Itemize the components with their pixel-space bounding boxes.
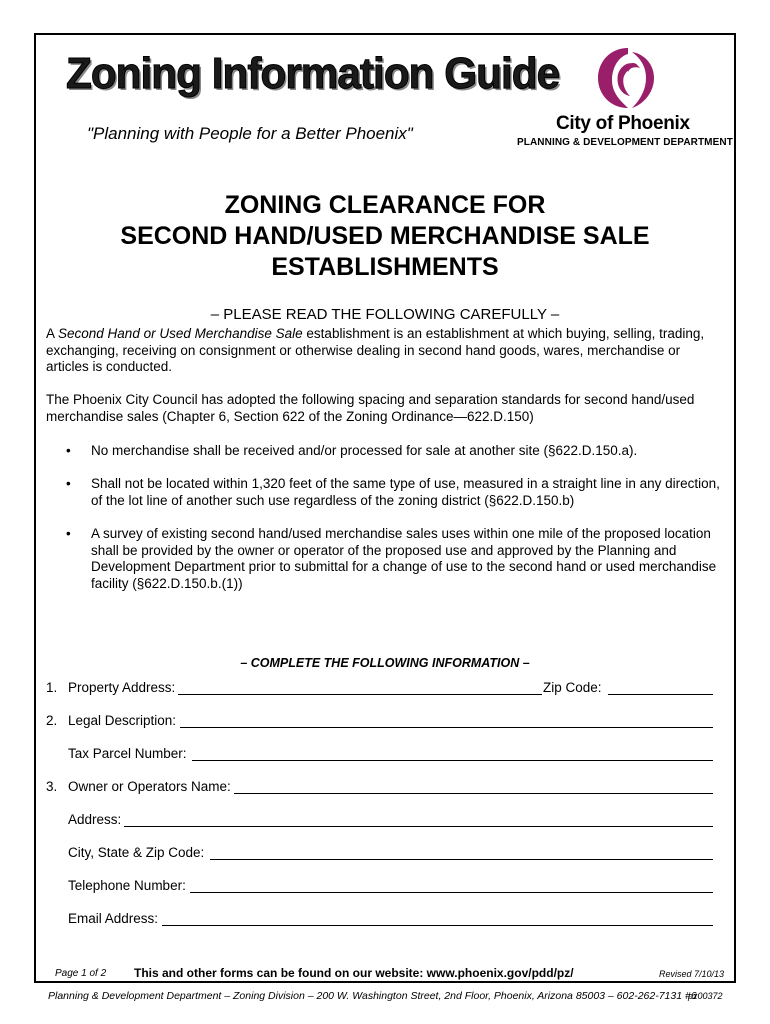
owner-address-row	[46, 812, 716, 830]
telephone-field[interactable]	[190, 892, 713, 893]
footer-address: Planning & Development Department – Zoning Division – 200 W. Washington Street, 2nd Floor, Phoenix, Arizona 85003 – 602-262-7131 #6	[48, 990, 697, 1002]
motto: "Planning with People for a Better Phoenix"	[87, 124, 413, 143]
tax-parcel-field[interactable]	[192, 760, 713, 761]
website-note: This and other forms can be found on our website: www.phoenix.gov/pdd/pz/	[134, 966, 574, 980]
property-address-field[interactable]	[178, 694, 542, 695]
title-line-1: ZONING CLEARANCE FOR	[224, 191, 546, 219]
address-label: Address:	[68, 812, 122, 827]
city-state-zip-row	[46, 845, 716, 863]
read-carefully-notice: – PLEASE READ THE FOLLOWING CAREFULLY –	[210, 306, 560, 323]
telephone-row	[46, 878, 716, 896]
bullet-text: Shall not be located within 1,320 feet of the same type of use, measured in a straight line in any direction, of the lot line of another such use regardless of the zoning district (§622.D.150.b)	[91, 476, 720, 508]
document-title	[38, 190, 732, 283]
field-number: 2.	[46, 713, 58, 728]
standards-intro-paragraph: The Phoenix City Council has adopted the following spacing and separation standards for second hand/used merchandise sales (Chapter 6, Section 622 of the Zoning Ordinance—622.D.150)	[46, 392, 695, 424]
telephone-label: Telephone Number:	[68, 878, 186, 893]
phoenix-bird-logo-icon	[588, 44, 668, 114]
city-state-zip-field[interactable]	[210, 859, 713, 860]
guide-title: Zoning Information Guide	[66, 49, 560, 98]
property-address-label: Property Address:	[68, 680, 176, 695]
page-number: Page 1 of 2	[55, 968, 107, 979]
legal-description-field[interactable]	[180, 727, 713, 728]
bullet-icon: •	[66, 526, 71, 541]
city-name: City of Phoenix	[556, 113, 690, 134]
legal-description-row	[46, 713, 716, 731]
intro-term: Second Hand or Used Merchandise Sale	[58, 326, 303, 341]
email-label: Email Address:	[68, 911, 159, 926]
zip-code-label: Zip Code:	[543, 680, 602, 695]
department-name: PLANNING & DEVELOPMENT DEPARTMENT	[517, 137, 733, 148]
intro-rest: establishment is an establishment at which buying, selling, trading, exchanging, receiving on consignment or otherwise dealing in second hand goods, wares, merchandise or articles is conducted.	[46, 326, 705, 374]
owner-name-label: Owner or Operators Name:	[68, 779, 231, 794]
field-number: 3.	[46, 779, 58, 794]
email-row	[46, 911, 716, 929]
owner-name-row	[46, 779, 716, 797]
city-state-zip-label: City, State & Zip Code:	[68, 845, 205, 860]
tax-parcel-label: Tax Parcel Number:	[68, 746, 187, 761]
tax-parcel-row	[46, 746, 716, 764]
bullet-text: A survey of existing second hand/used merchandise sales uses within one mile of the proposed location shall be provided by the owner or operator of the proposed use and approved by the Planning and Development Department prior to submittal for a change of use to the second hand or used merchandise facility (§622.D.150.b.(1))	[91, 526, 717, 591]
zip-code-field[interactable]	[608, 694, 713, 695]
title-line-3: ESTABLISHMENTS	[271, 253, 499, 281]
bullet-text: No merchandise shall be received and/or processed for sale at another site (§622.D.150.a).	[91, 443, 638, 458]
title-line-2: SECOND HAND/USED MERCHANDISE SALE	[120, 222, 650, 250]
legal-description-label: Legal Description:	[68, 713, 177, 728]
intro-prefix: A	[46, 326, 59, 341]
address-field[interactable]	[124, 826, 713, 827]
intro-paragraph	[46, 326, 726, 376]
owner-name-field[interactable]	[234, 793, 713, 794]
revised-date: Revised 7/10/13	[659, 969, 725, 979]
field-number: 1.	[46, 680, 58, 695]
bullet-icon: •	[66, 476, 71, 491]
complete-info-heading: – COMPLETE THE FOLLOWING INFORMATION –	[240, 656, 530, 670]
property-address-row	[46, 680, 716, 698]
bullet-icon: •	[66, 443, 71, 458]
form-code: pz00372	[688, 991, 723, 1001]
email-field[interactable]	[162, 925, 713, 926]
